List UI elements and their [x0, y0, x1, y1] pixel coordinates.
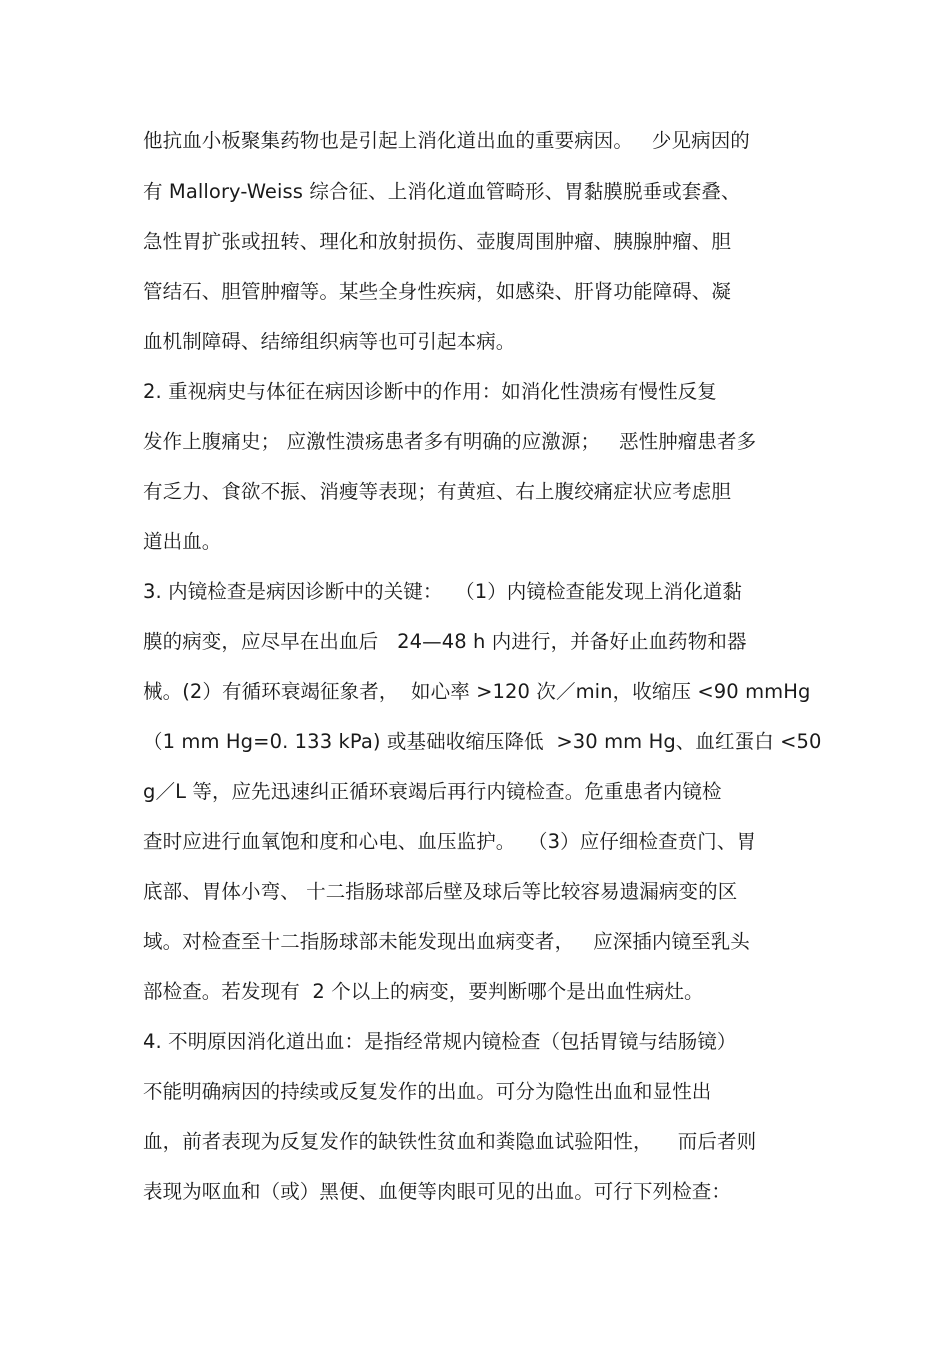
- paragraph-line: 域。对检查至十二指肠球部未能发现出血病变者， 应深插内镜至乳头: [143, 930, 750, 953]
- paragraph-line: 底部、胃体小弯、 十二指肠球部后壁及球后等比较容易遗漏病变的区: [143, 880, 738, 903]
- paragraph-line: 部检查。若发现有 2 个以上的病变，要判断哪个是出血性病灶。: [143, 980, 704, 1003]
- paragraph-line: 3. 内镜检查是病因诊断中的关键： （1）内镜检查能发现上消化道黏: [143, 580, 743, 603]
- paragraph-line: 血机制障碍、结缔组织病等也可引起本病。: [143, 330, 516, 353]
- paragraph-line: 发作上腹痛史； 应激性溃疡患者多有明确的应激源； 恶性肿瘤患者多: [143, 430, 757, 453]
- paragraph-line: 膜的病变，应尽早在出血后 24—48 h 内进行，并备好止血药物和器: [143, 630, 747, 653]
- paragraph-line: （1 mm Hg=0. 133 kPa) 或基础收缩压降低 >30 mm Hg、血红蛋白 <50: [143, 730, 822, 753]
- paragraph-line: 有 Mallory-Weiss 综合征、上消化道血管畸形、胃黏膜脱垂或套叠、: [143, 180, 741, 203]
- paragraph-line: 表现为呕血和（或）黑便、血便等肉眼可见的出血。可行下列检查：: [143, 1180, 732, 1203]
- paragraph-line: 查时应进行血氧饱和度和心电、血压监护。 （3）应仔细检查贲门、胃: [143, 830, 757, 853]
- paragraph-line: 急性胃扩张或扭转、理化和放射损伤、壶腹周围肿瘤、胰腺肿瘤、胆: [143, 230, 732, 253]
- paragraph-line: 械。(2）有循环衰竭征象者， 如心率 >120 次／min，收缩压 <90 mmHg: [143, 680, 811, 703]
- paragraph-line: 2. 重视病史与体征在病因诊断中的作用：如消化性溃疡有慢性反复: [143, 380, 717, 403]
- paragraph-line: 4. 不明原因消化道出血：是指经常规内镜检查（包括胃镜与结肠镜）: [143, 1030, 737, 1053]
- paragraph-line: 有乏力、食欲不振、消瘦等表现；有黄疸、右上腹绞痛症状应考虑胆: [143, 480, 732, 503]
- paragraph-line: 他抗血小板聚集药物也是引起上消化道出血的重要病因。 少见病因的: [143, 129, 750, 152]
- paragraph-line: g／L 等，应先迅速纠正循环衰竭后再行内镜检查。危重患者内镜检: [143, 780, 722, 803]
- paragraph-line: 管结石、胆管肿瘤等。某些全身性疾病，如感染、肝肾功能障碍、凝: [143, 280, 732, 303]
- paragraph-line: 道出血。: [143, 530, 222, 553]
- paragraph-line: 血，前者表现为反复发作的缺铁性贫血和粪隐血试验阳性， 而后者则: [143, 1130, 757, 1153]
- paragraph-line: 不能明确病因的持续或反复发作的出血。可分为隐性出血和显性出: [143, 1080, 712, 1103]
